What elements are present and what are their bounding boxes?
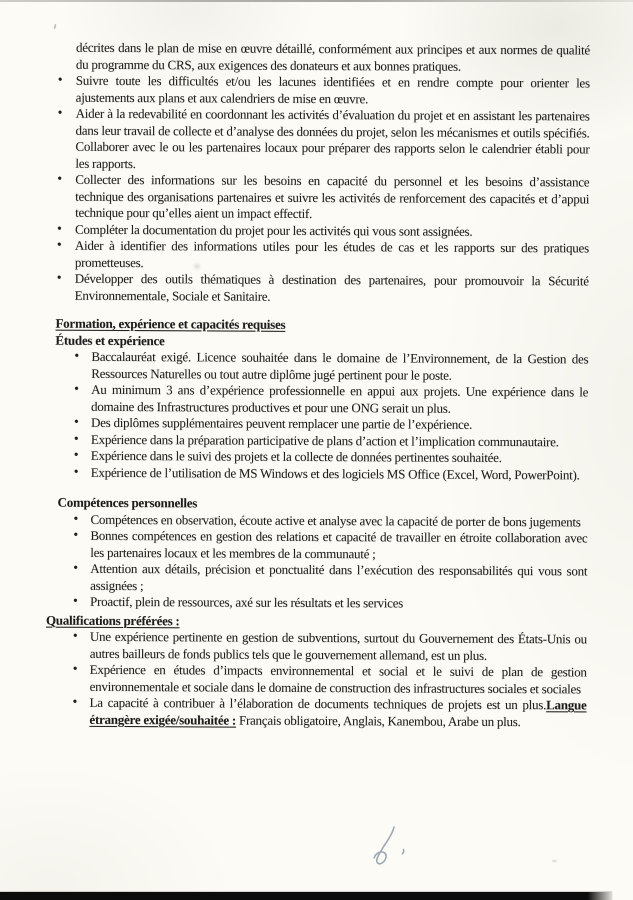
list-item-text [89,695,586,729]
bullet-marker: • [73,559,78,575]
scan-bottom-bar [0,892,612,900]
list-item-text: Baccalauréat exigé. Licence souhaitée dans le domaine de l’Environnement, de la Gestion des Ressources Naturelles ou tout autre diplôme jugé pertinent pour le poste. [91,348,589,383]
list-item [73,559,588,597]
list-item-text: Au minimum 3 ans d’expérience professionnelle en appui aux projets. Une expérience dans le domaine des Infrastructures productives et pour une ONG serait un plus. [91,381,589,416]
handwritten-comma-stroke [402,850,403,854]
bullet-marker: • [57,71,63,87]
bullet-marker: • [72,693,78,709]
list-item [72,660,587,698]
responsibilities-list [56,71,590,307]
list-item [56,269,589,307]
list-item [72,693,587,731]
bullet-marker: • [73,463,79,479]
page-content [0,39,633,730]
list-item-text: Aider à identifier des informations utiles pour les études de cas et les rapports sur des pratiques prometteuses. [74,237,589,270]
list-item-text: Proactif, plein de ressources, axé sur les résultats et les services [90,593,404,611]
list-item-text: Une expérience pertinente en gestion de subventions, surtout du Gouvernement des États-Unis ou autres bailleurs de fonds publics tels que le gouvernement allemand, est un plus. [89,628,587,663]
qualifications-list [72,627,587,731]
bullet-marker: • [73,430,79,446]
list-item-text: Des diplômes supplémentaires peuvent remplacer une partie de l’expérience. [90,414,473,432]
bullet-marker: • [72,627,78,643]
bullet-marker: • [72,660,78,676]
section-heading-formation: Formation, expérience et capacités requises [55,315,286,332]
bullet-marker: • [73,413,79,429]
list-item-text: Attention aux détails, précision et ponctualité dans l’exécution des responsabilités qui vous sont assignées ; [90,560,588,593]
bullet-marker: • [56,236,62,252]
list-item [73,592,587,613]
list-item [73,463,588,483]
handwritten-d-stroke [374,827,394,864]
list-item-text: Expérience en études d’impacts environnemental et social et le suivi de plan de gestion environnementale et sociale dans le domaine de construction des infrastructures sociales et sociales [89,661,587,696]
list-item-text: Suivre toute les difficultés et/ou les lacunes identifiées et en rendre compte pour orienter les ajustements aux plans et aux calendriers de mise en œuvre. [75,72,590,106]
list-item [72,627,587,665]
list-item-text: Aider à la redevabilité en coordonnant les activités d’évaluation du projet et en assistant les partenaires dans leur travail de collecte et d’analyse des données du projet, selon les mécanismes et outils spécifiés. Collaborer avec le ou les partenaires locaux pour préparer des rapports selon le calendrier établi pour les rapports. [75,105,590,171]
paragraph-continuation: décrites dans le plan de mise en œuvre détaillé, conformément aux principes et aux normes de qualité du programme du CRS, aux exigences des donateurs et aux bonnes pratiques. [75,39,590,74]
scan-top-edge [0,0,633,2]
list-item [57,170,590,224]
list-item-text: Compétences en observation, écoute active et analyse avec la capacité de porter de bons jugements [90,511,581,529]
bullet-marker: • [73,446,79,462]
subsection-heading-etudes: Études et expérience [55,332,165,348]
text-run: Français obligatoire, Anglais, Kanembou, Arabe un plus. [235,712,521,729]
bullet-marker: • [56,269,62,285]
list-item-text: Collecter des informations sur les besoins en capacité du personnel et les besoins d’assistance technique des organisations partenaires et suivre les activités de renforcement des capacités et d’appui technique pour qu’elles aient un impact effectif. [75,171,590,221]
bullet-marker: • [56,220,62,236]
section-heading-qualifications: Qualifications préférées : [45,612,180,628]
subsection-heading-competences: Compétences personnelles [57,494,198,511]
bullet-marker: • [57,170,62,186]
list-item [73,526,588,564]
list-item [74,347,589,385]
bullet-marker: • [73,510,79,526]
list-item [56,236,589,274]
list-item-text: Expérience dans la préparation participative de plans d’action et l’implication communautaire. [90,431,559,449]
bullet-marker: • [73,592,78,608]
bullet-marker: • [74,380,79,396]
etudes-list [73,347,589,484]
competences-list [73,510,588,613]
bullet-marker: • [74,347,79,363]
list-item [57,71,590,109]
list-item-text: Bonnes compétences en gestion des relations et capacité de travailler en étroite collaboration avec les partenaires locaux et les membres de la communauté ; [90,527,588,561]
scan-speck [552,860,557,862]
list-item [74,380,589,418]
scan-speck [53,24,56,29]
list-item-text: Compléter la documentation du projet pour les activités qui vous sont assignées. [74,221,473,239]
bullet-marker: • [73,526,78,542]
list-item-text: Développer des outils thématiques à destination des partenaires, pour promouvoir la Sécurité Environnementale, Sociale et Sanitaire. [74,270,589,304]
langue-etrangere-label: Langue étrangère exigée/souhaitée : [89,697,587,728]
bullet-marker: • [57,104,63,120]
handwritten-mark [364,824,408,870]
text-run: La capacité à contribuer à l’élaboration de documents techniques de projets est un plus. [89,694,547,713]
list-item-text: Expérience dans le suivi des projets et la collecte de données pertinentes souhaitée. [90,447,502,465]
list-item [57,104,590,175]
list-item-text: Expérience de l’utilisation de MS Windows et des logiciels MS Office (Excel, Word, PowerPoint). [90,464,580,482]
